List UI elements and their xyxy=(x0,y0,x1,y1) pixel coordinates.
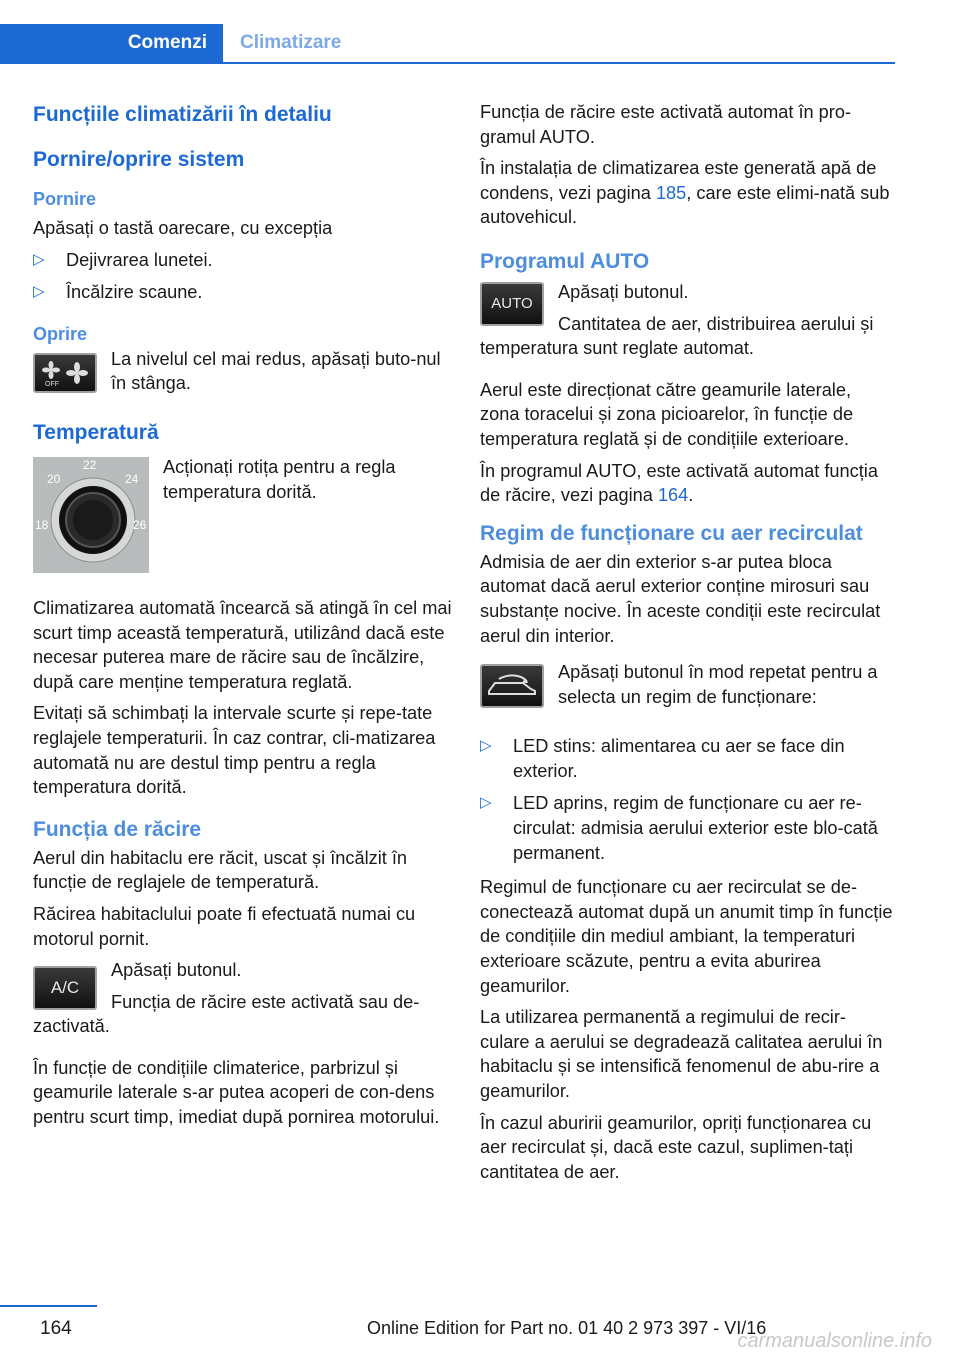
list-item-text: LED aprins, regim de funcționare cu aer re‐circulat: admisia aerului exterior este blo‐cată permanent. xyxy=(513,793,878,863)
triangle-right-icon: ▷ xyxy=(480,737,492,755)
car-recirculation-icon xyxy=(480,664,544,708)
auto-block xyxy=(480,280,895,368)
ac-button-label: A/C xyxy=(50,978,80,998)
cool-paragraph-2: Răcirea habitaclului poate fi efectuată numai cu motorul pornit. xyxy=(33,903,416,949)
auto-button-label: AUTO xyxy=(491,295,533,313)
heading-stop: Oprire xyxy=(33,323,88,344)
recirc-button-text: Apăsați butonul în mod repetat pentru a selecta un regim de funcționare: xyxy=(558,662,878,707)
tab-comenzi[interactable] xyxy=(0,24,223,62)
edition-info: Online Edition for Part no. 01 40 2 973 397 - VI/16 xyxy=(367,1318,767,1338)
triangle-right-icon: ▷ xyxy=(33,283,45,301)
auto-paragraph-1: Aerul este direcționat către geamurile laterale, zona toracelui și zona picioarelor, în funcție de temperatura reglată și de condițiile exterioare. xyxy=(480,379,854,449)
auto-button-icon xyxy=(480,282,544,326)
auto-text-1: Apăsați butonul. xyxy=(558,281,689,302)
list-item-text: Dejivrarea lunetei. xyxy=(66,249,213,270)
list-item xyxy=(480,791,895,865)
ac-button-figure xyxy=(33,966,97,1010)
recirc-paragraph-4: În cazul aburirii geamurilor, opriți funcționarea cu aer recirculat și, dacă este cazul, suplimen‐tați cantitatea de aer. xyxy=(480,1112,872,1182)
triangle-right-icon: ▷ xyxy=(33,250,45,268)
cool-paragraph-3: În funcție de condițiile climaterice, parbrizul și geamurile laterale s-ar putea acoperi de con‐dens pentru scurt timp, imediat după pornirea motorului. xyxy=(33,1057,440,1128)
temp-paragraph-2: Evitați să schimbați la intervale scurte și repe‐tate reglajele temperaturii. În caz contrar, cli‐matizarea automată nu are destul timp pentru a regla temperatura dorită. xyxy=(33,703,436,798)
recirc-block xyxy=(480,660,895,716)
page-link-164[interactable]: 164 xyxy=(657,485,689,506)
recirc-button-figure xyxy=(480,664,544,708)
left-column xyxy=(33,100,453,1137)
text-span: În programul AUTO, este activată automat funcția de răcire, vezi pagina xyxy=(480,460,878,506)
list-item xyxy=(33,280,453,305)
watermark: carmanualsonline.info xyxy=(737,1330,932,1352)
temp-paragraph-1: Climatizarea automată încearcă să atingă în cel mai scurt timp această temperatură, utilizând dacă este necesar puterea mare de răcire sau de încălzire, după care menține temperatura reglată. xyxy=(33,597,452,692)
tick-22: 22 xyxy=(83,457,97,472)
heading-recirculation: Regim de funcționare cu aer recirculat xyxy=(480,521,863,545)
heading-start: Pornire xyxy=(33,189,97,209)
auto-paragraph-2 xyxy=(480,459,895,508)
heading-functions: Funcțiile climatizării în detaliu xyxy=(33,103,332,126)
heading-system: Pornire/oprire sistem xyxy=(33,148,245,171)
right-paragraph-2 xyxy=(480,156,895,230)
start-list xyxy=(33,248,453,305)
heading-cooling: Funcția de răcire xyxy=(33,817,202,841)
ac-text-1: Apăsați butonul. xyxy=(111,960,242,981)
text-span: În instalația de climatizarea este generată apă de condens, vezi pagina xyxy=(480,158,877,203)
tab-comenzi-label: Comenzi xyxy=(127,32,207,53)
temp-text: Acționați rotița pentru a regla temperatura dorită. xyxy=(163,456,396,502)
stop-button-label: OFF xyxy=(45,380,59,388)
stop-text: La nivelul cel mai redus, apăsați buto‐nul în stânga. xyxy=(111,350,441,394)
tick-24: 24 xyxy=(125,471,139,486)
recirc-paragraph-3: La utilizarea permanentă a regimului de recir‐culare a aerului se degradează calitatea aerului în habitaclu și se intensifică fenomenul de abu‐rire a geamurilor. xyxy=(480,1007,883,1101)
recirc-paragraph-1: Admisia de aer din exterior s-ar putea bloca automat dacă aerul exterior conține mirosuri sau substanțe nocive. În aceste condiții este recirculat aerul din interior. xyxy=(480,551,881,646)
tick-20: 20 xyxy=(47,471,61,486)
auto-button-figure xyxy=(480,282,544,326)
tick-18: 18 xyxy=(35,517,49,532)
ac-text-2: Funcția de răcire este activată sau de‐zactivată. xyxy=(33,991,420,1037)
right-paragraph-1: Funcția de răcire este activată automat în pro‐gramul AUTO. xyxy=(480,102,852,147)
ac-button-icon xyxy=(33,966,97,1010)
text-span: . xyxy=(688,485,694,506)
rotary-knob-icon xyxy=(33,457,149,573)
auto-text-2: Cantitatea de aer, distribuirea aerului și temperatura sunt reglate automat. xyxy=(480,313,874,359)
page-number: 164 xyxy=(40,1318,72,1339)
right-column xyxy=(480,100,895,1191)
recirc-list xyxy=(480,734,895,865)
text-span: , care este elimi‐nată sub autovehicul. xyxy=(480,182,890,228)
stop-block xyxy=(33,351,453,403)
temp-block xyxy=(33,455,453,582)
list-item-text: LED stins: alimentarea cu aer se face din exterior. xyxy=(513,736,845,781)
start-text: Apăsați o tastă oarecare, cu excepția xyxy=(33,218,333,238)
fan-off-icon xyxy=(33,353,97,393)
tab-climatizare[interactable]: Climatizare xyxy=(240,32,342,53)
stop-button-figure xyxy=(33,353,97,393)
list-item-text: Încălzire scaune. xyxy=(66,282,203,303)
page-link-185[interactable]: 185 xyxy=(655,182,687,203)
ac-block xyxy=(33,958,453,1046)
tick-26: 26 xyxy=(133,517,147,532)
footer-divider xyxy=(0,1305,97,1307)
recirc-paragraph-2: Regimul de funcționare cu aer recirculat se de‐conectează automat după un anumit timp în funcție de condițiile din mediul ambiant, la temperaturi exterioare scăzute, pentru a evita aburirea geamurilor. xyxy=(480,877,893,996)
cool-paragraph-1: Aerul din habitaclu ere răcit, uscat și încălzit în funcție de reglajele de temperatură. xyxy=(33,847,408,893)
heading-temperature: Temperatură xyxy=(33,420,159,444)
triangle-right-icon: ▷ xyxy=(480,794,492,812)
page-header xyxy=(0,24,895,64)
temp-knob-figure xyxy=(33,457,149,578)
list-item xyxy=(33,248,453,273)
heading-auto: Programul AUTO xyxy=(480,249,650,273)
list-item xyxy=(480,734,895,783)
